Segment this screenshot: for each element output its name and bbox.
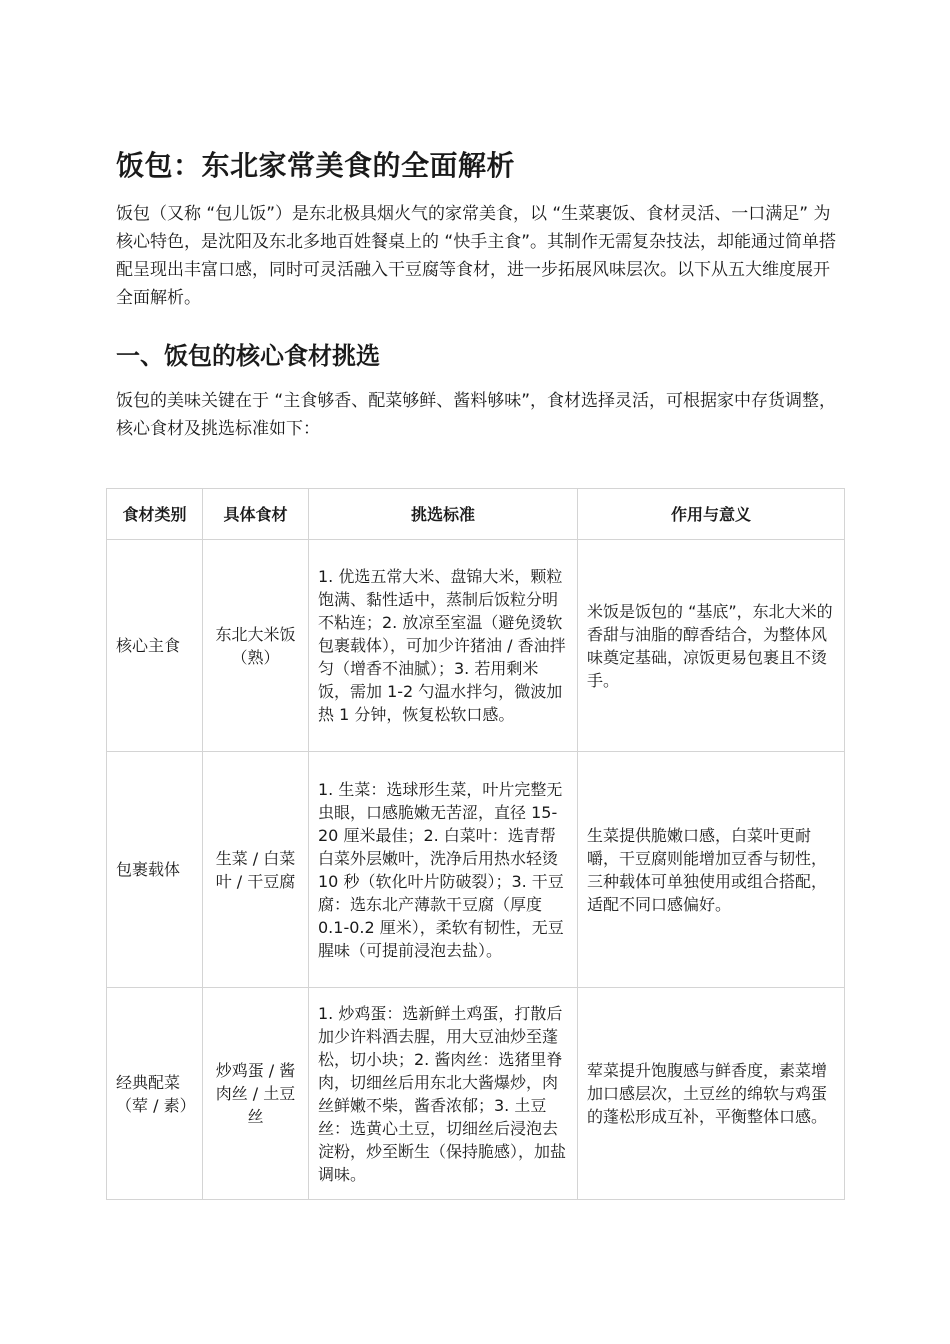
- intro-paragraph: 饭包（又称 “包儿饭”）是东北极具烟火气的家常美食，以 “生菜裹饭、食材灵活、一口满足” 为核心特色，是沈阳及东北多地百姓餐桌上的 “快手主食”。其制作无需复杂技法，却能通过简单搭配呈现出丰富口感，同时可灵活融入干豆腐等食材，进一步拓展风味层次。以下从五大维度展开全面解析。: [116, 204, 837, 308]
- cell-criteria: 1. 炒鸡蛋：选新鲜土鸡蛋，打散后加少许料酒去腥，用大豆油炒至蓬松，切小块；2. 酱肉丝：选猪里脊肉，切细丝后用东北大酱爆炒，肉丝鲜嫩不柴，酱香浓郁；3. 土豆丝：选黄心土豆，切细丝后浸泡去淀粉，炒至断生（保持脆感），加盐调味。: [309, 988, 578, 1200]
- cell-item: 炒鸡蛋 / 酱肉丝 / 土豆丝: [203, 988, 309, 1200]
- section-intro-paragraph: 饭包的美味关键在于 “主食够香、配菜够鲜、酱料够味”，食材选择灵活，可根据家中存货调整，核心食材及挑选标准如下：: [116, 391, 837, 439]
- cell-criteria: 1. 优选五常大米、盘锦大米，颗粒饱满、黏性适中，蒸制后饭粒分明不粘连；2. 放凉至室温（避免烫软包裹载体），可加少许猪油 / 香油拌匀（增香不油腻）；3. 若用剩米饭，需加 1-2 勺温水拌匀，微波加热 1 分钟，恢复松软口感。: [309, 540, 578, 752]
- column-header-category: 食材类别: [107, 489, 203, 540]
- column-header-effect: 作用与意义: [578, 489, 845, 540]
- cell-category: 经典配菜（荤 / 素）: [107, 988, 203, 1200]
- column-header-item: 具体食材: [203, 489, 309, 540]
- cell-item: 生菜 / 白菜叶 / 干豆腐: [203, 752, 309, 988]
- table-row: [107, 752, 845, 988]
- cell-effect: 荤菜提升饱腹感与鲜香度，素菜增加口感层次，土豆丝的绵软与鸡蛋的蓬松形成互补，平衡整体口感。: [578, 988, 845, 1200]
- cell-item: 东北大米饭（熟）: [203, 540, 309, 752]
- cell-effect: 米饭是饭包的 “基底”，东北大米的香甜与油脂的醇香结合，为整体风味奠定基础，凉饭更易包裹且不烫手。: [578, 540, 845, 752]
- page-title: 饭包：东北家常美食的全面解析: [116, 149, 516, 182]
- cell-category: 核心主食: [107, 540, 203, 752]
- cell-effect: 生菜提供脆嫩口感，白菜叶更耐嚼，干豆腐则能增加豆香与韧性，三种载体可单独使用或组合搭配，适配不同口感偏好。: [578, 752, 845, 988]
- column-header-criteria: 挑选标准: [309, 489, 578, 540]
- cell-criteria: 1. 生菜：选球形生菜，叶片完整无虫眼，口感脆嫩无苦涩，直径 15-20 厘米最佳；2. 白菜叶：选青帮白菜外层嫩叶，洗净后用热水轻烫 10 秒（软化叶片防破裂）；3. 干豆腐：选东北产薄款干豆腐（厚度 0.1-0.2 厘米），柔软有韧性，无豆腥味（可提前浸泡去盐）。: [309, 752, 578, 988]
- table-row: [107, 988, 845, 1200]
- section-heading: 一、饭包的核心食材挑选: [116, 342, 380, 370]
- ingredients-table: [106, 488, 845, 1200]
- table-row: [107, 540, 845, 752]
- cell-category: 包裹载体: [107, 752, 203, 988]
- table-header-row: [107, 489, 845, 540]
